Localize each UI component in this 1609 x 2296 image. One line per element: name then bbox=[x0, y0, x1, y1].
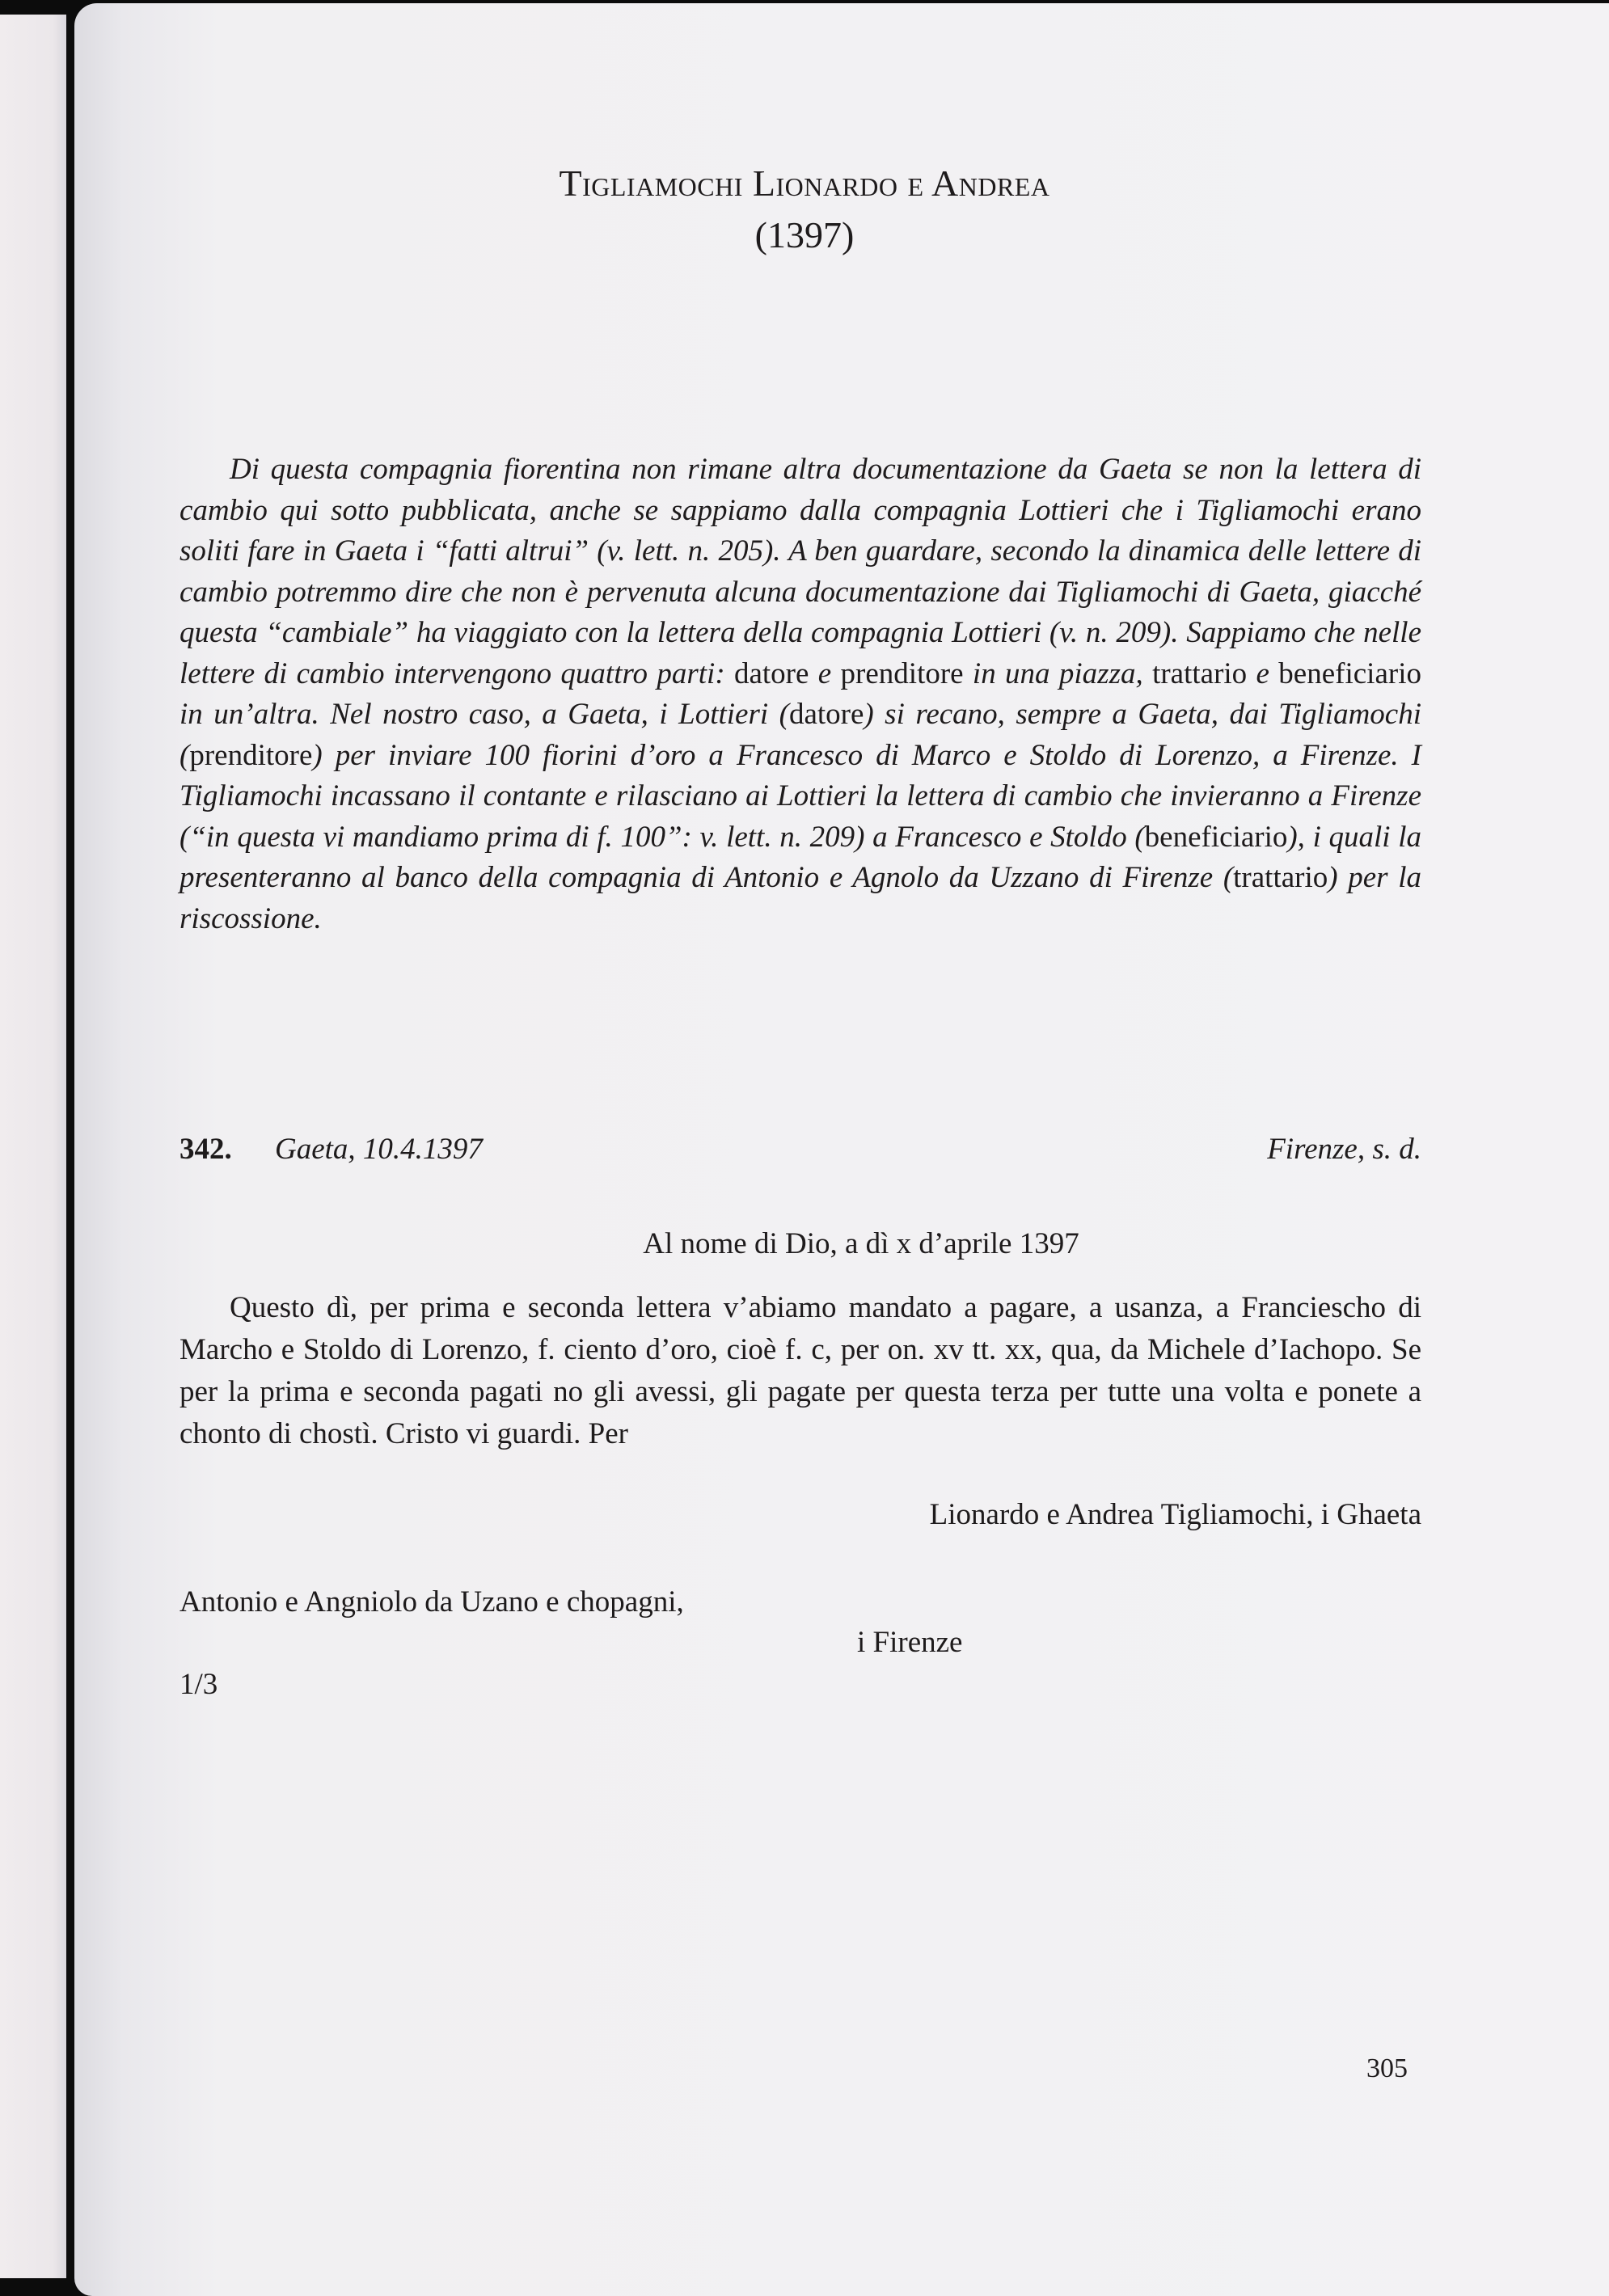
intro-segment: in una piazza, bbox=[963, 656, 1153, 690]
page-number: 305 bbox=[1366, 2053, 1408, 2083]
letter-signature: Lionardo e Andrea Tigliamochi, i Ghaeta bbox=[929, 1498, 1421, 1531]
intro-segment: datore bbox=[733, 656, 809, 690]
intro-segment: prenditore bbox=[189, 738, 313, 772]
intro-segment: ), i quali la presenteranno al banco della compagnia di Antonio e Agnolo da Uzzano di Firenze ( bbox=[179, 820, 1421, 894]
section-title: Tigliamochi Lionardo e Andrea bbox=[559, 162, 1050, 204]
intro-segment: ) si recano, sempre a Gaeta, dai Tigliamochi ( bbox=[179, 698, 1421, 772]
section-year: (1397) bbox=[754, 214, 855, 255]
intro-paragraph bbox=[179, 449, 1421, 939]
letter-address-place: i Firenze bbox=[857, 1626, 963, 1659]
letter-origin-date: Gaeta, 10.4.1397 bbox=[275, 1133, 483, 1166]
facing-page-edge bbox=[0, 15, 66, 2278]
intro-segment: trattario bbox=[1233, 861, 1328, 894]
letter-number: 342. bbox=[179, 1133, 232, 1166]
letter-invocation: Al nome di Dio, a dì x d’aprile 1397 bbox=[643, 1227, 1079, 1260]
intro-segment: trattario bbox=[1152, 656, 1248, 690]
intro-segment: in un’altra. Nel nostro caso, a Gaeta, i Lottieri ( bbox=[179, 698, 789, 731]
intro-segment: ) per inviare 100 fiorini d’oro a Francesco di Marco e Stoldo di Lorenzo, a Firenze. I Tigliamochi incassano il contante e rilasciano ai Lottieri la lettera di cambio che invieranno a Firenze (“in questa vi mandiamo prima di f. 100”: v. lett. n. 209) a Francesco e Stoldo ( bbox=[179, 738, 1421, 854]
letter-paragraph: Questo dì, per prima e seconda lettera v’abiamo mandato a pagare, a usanza, a Franciescho di Marcho e Stoldo di Lorenzo, f. ciento d’oro, cioè f. c, per on. xv tt. xx, qua, da Michele d’Iachopo. Se per la prima e seconda pagati no gli avessi, gli pagate per questa terza per tutte una volta e ponete a chonto di chostì. Cristo vi guardi. Per bbox=[179, 1291, 1421, 1450]
editorial-introduction bbox=[179, 449, 1421, 939]
copy-marker: 1/3 bbox=[179, 1668, 218, 1701]
intro-segment: Di questa compagnia fiorentina non rimane altra documentazione da Gaeta se non la lettera di cambio qui sotto pubblicata, anche se sappiamo dalla compagnia Lottieri che i Tigliamochi erano soliti fare in Gaeta i “fatti altrui” (v. lett. n. 205). A ben guardare, secondo la dinamica delle lettere di cambio potremmo dire che non è pervenuta alcuna documentazione dai Tigliamochi di Gaeta, giacché questa “cambiale” ha viaggiato con la lettera della compagnia Lottieri (v. n. 209). Sappiamo che nelle lettere di cambio intervengono quattro parti: bbox=[179, 453, 1421, 690]
intro-segment: e bbox=[809, 656, 841, 690]
letter-destination: Firenze, s. d. bbox=[1267, 1133, 1421, 1166]
letter-address-recipient: Antonio e Angniolo da Uzano e chopagni, bbox=[179, 1585, 684, 1619]
intro-segment: datore bbox=[788, 698, 864, 731]
intro-segment: beneficiario bbox=[1144, 820, 1288, 854]
intro-segment: e bbox=[1247, 656, 1279, 690]
letter-body bbox=[179, 1287, 1421, 1455]
intro-segment: ) per la riscossione. bbox=[179, 861, 1421, 935]
intro-segment: prenditore bbox=[840, 656, 964, 690]
intro-segment: beneficiario bbox=[1278, 656, 1421, 690]
